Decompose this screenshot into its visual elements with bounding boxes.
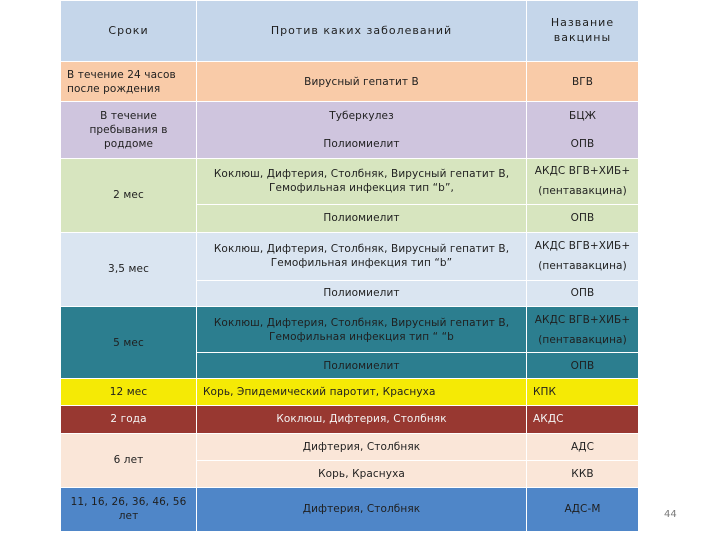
- vaccine-cell: КПК: [527, 379, 639, 406]
- disease-cell: Корь, Эпидемический паротит, Краснуха: [197, 379, 527, 406]
- vaccine-line: АКДС ВГВ+ХИБ+: [534, 313, 631, 326]
- table-row: [61, 102, 639, 158]
- vaccine-line: (пентавакцина): [538, 260, 627, 273]
- term-cell: 12 мес: [61, 379, 197, 406]
- vaccine-cell: ККВ: [527, 460, 639, 487]
- disease-cell: Полиомиелит: [197, 353, 527, 379]
- header-diseases: Против каких заболеваний: [197, 1, 527, 62]
- vaccine-cell: АДС-М: [527, 487, 639, 531]
- disease-line: Полиомиелит: [323, 137, 400, 150]
- disease-cell: Дифтерия, Столбняк: [197, 433, 527, 460]
- table-row: [61, 487, 639, 531]
- vaccine-line: АКДС ВГВ+ХИБ+: [534, 240, 631, 253]
- disease-cell: Корь, Краснуха: [197, 460, 527, 487]
- vaccine-cell: [527, 158, 639, 204]
- vaccine-cell: ОПВ: [527, 204, 639, 232]
- header-vaccine: Название вакцины: [527, 1, 639, 62]
- table-row: [61, 232, 639, 280]
- table-row: [61, 379, 639, 406]
- page-number: 44: [664, 509, 677, 520]
- term-cell: В течение 24 часов после рождения: [61, 62, 197, 102]
- vaccine-cell: ОПВ: [527, 281, 639, 307]
- disease-line: Туберкулез: [329, 109, 394, 122]
- term-cell: В течение пребывания в роддоме: [61, 102, 197, 158]
- vaccine-line: (пентавакцина): [538, 185, 627, 198]
- term-cell: 2 года: [61, 406, 197, 433]
- vaccination-schedule-table: [60, 0, 639, 532]
- vaccine-cell: [527, 232, 639, 280]
- vaccine-cell: ОПВ: [527, 353, 639, 379]
- disease-cell: Коклюш, Дифтерия, Столбняк: [197, 406, 527, 433]
- table-row: [61, 433, 639, 460]
- vaccine-line: (пентавакцина): [538, 333, 627, 346]
- disease-cell: Коклюш, Дифтерия, Столбняк, Вирусный гепатит В, Гемофильная инфекция тип “b”: [197, 232, 527, 280]
- disease-cell: Коклюш, Дифтерия, Столбняк, Вирусный гепатит В, Гемофильная инфекция тип “b”,: [197, 158, 527, 204]
- header-terms: Сроки: [61, 1, 197, 62]
- disease-cell: [197, 102, 527, 158]
- vaccine-cell: [527, 102, 639, 158]
- disease-cell: Вирусный гепатит В: [197, 62, 527, 102]
- term-cell: 5 мес: [61, 307, 197, 379]
- vaccine-cell: ВГВ: [527, 62, 639, 102]
- table-row: [61, 62, 639, 102]
- vaccine-line: ОПВ: [570, 137, 595, 150]
- vaccine-cell: АКДС: [527, 406, 639, 433]
- table-row: [61, 307, 639, 353]
- disease-cell: Дифтерия, Столбняк: [197, 487, 527, 531]
- vaccine-cell: [527, 307, 639, 353]
- term-cell: 6 лет: [61, 433, 197, 487]
- header-row: [61, 1, 639, 62]
- vaccine-line: БЦЖ: [569, 109, 596, 122]
- disease-cell: Полиомиелит: [197, 281, 527, 307]
- table-row: [61, 158, 639, 204]
- disease-cell: Коклюш, Дифтерия, Столбняк, Вирусный гепатит В, Гемофильная инфекция тип “ “b: [197, 307, 527, 353]
- disease-cell: Полиомиелит: [197, 204, 527, 232]
- term-cell: 2 мес: [61, 158, 197, 232]
- table-row: [61, 406, 639, 433]
- vaccine-line: АКДС ВГВ+ХИБ+: [534, 164, 631, 177]
- term-cell: 3,5 мес: [61, 232, 197, 306]
- vaccine-cell: АДС: [527, 433, 639, 460]
- term-cell: 11, 16, 26, 36, 46, 56 лет: [61, 487, 197, 531]
